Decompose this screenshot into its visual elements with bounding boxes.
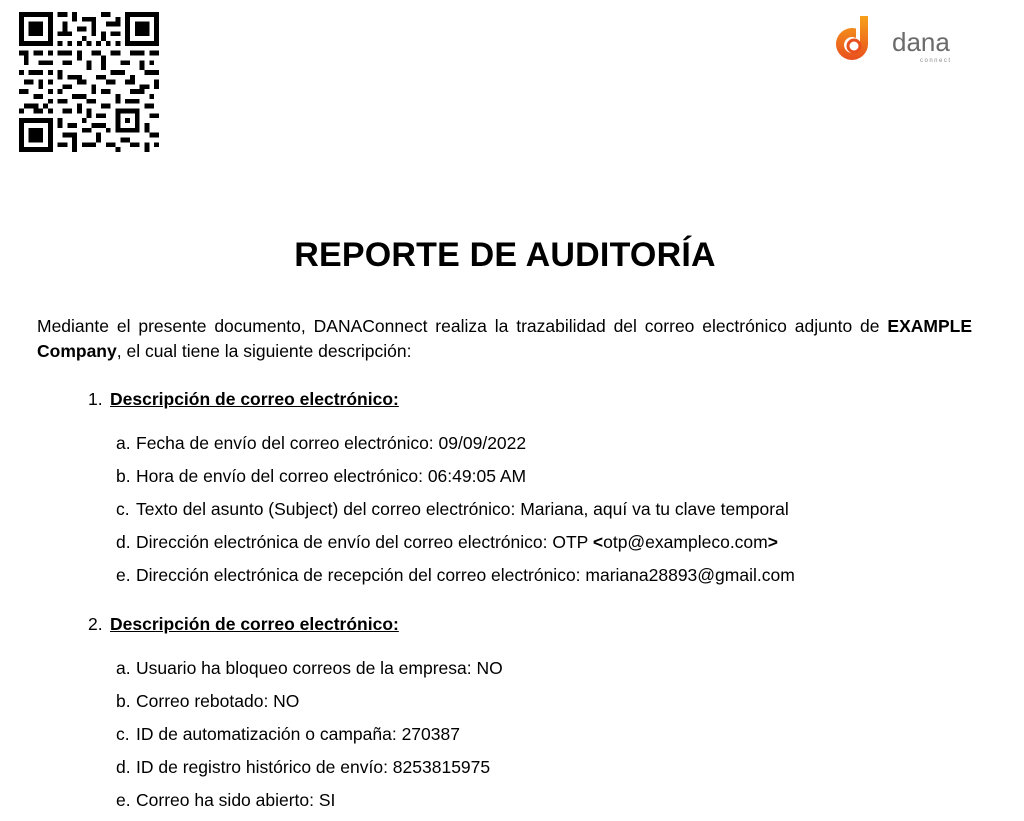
item-text: Correo rebotado: NO — [136, 691, 300, 711]
list-item — [116, 563, 795, 596]
item-text: Dirección electrónica de envío del correo electrónico: OTP — [136, 532, 593, 552]
section-heading — [88, 614, 503, 638]
section-number: 1. — [88, 389, 103, 409]
list-item — [116, 656, 503, 689]
item-text: Correo ha sido abierto: SI — [136, 790, 336, 810]
intro-prefix: Mediante el presente documento, DANAConnect realiza la trazabilidad del correo electrónico adjunto de — [37, 316, 888, 336]
intro-paragraph — [37, 314, 972, 364]
item-letter: a. — [116, 433, 131, 453]
list-item — [116, 464, 795, 497]
section-2 — [88, 614, 503, 821]
item-text: Usuario ha bloqueo correos de la empresa: NO — [136, 658, 503, 678]
item-text: Texto del asunto (Subject) del correo electrónico: Mariana, aquí va tu clave temporal — [136, 499, 789, 519]
sender-bracket-close: > — [767, 532, 778, 552]
item-letter: c. — [116, 724, 130, 744]
list-item — [116, 788, 503, 821]
section-title: Descripción de correo electrónico: — [110, 389, 399, 409]
list-item — [116, 497, 795, 530]
list-item — [116, 431, 795, 464]
section-title: Descripción de correo electrónico: — [110, 614, 399, 634]
item-letter: b. — [116, 691, 131, 711]
qr-code-icon — [19, 12, 159, 152]
section-items — [116, 656, 503, 821]
list-item — [116, 689, 503, 722]
list-item — [116, 755, 503, 788]
section-1 — [88, 389, 795, 596]
item-text: ID de automatización o campaña: 270387 — [136, 724, 460, 744]
item-letter: d. — [116, 757, 131, 777]
list-item — [116, 530, 795, 563]
item-text: Hora de envío del correo electrónico: 06:49:05 AM — [136, 466, 527, 486]
page-title: REPORTE DE AUDITORÍA — [294, 236, 716, 274]
dana-connect-logo — [834, 14, 979, 74]
intro-suffix: , el cual tiene la siguiente descripción: — [116, 341, 412, 361]
item-text: Dirección electrónica de recepción del correo electrónico: mariana28893@gmail.com — [136, 565, 795, 585]
section-items — [116, 431, 795, 596]
sender-bracket-open: < — [592, 532, 604, 552]
item-letter: e. — [116, 790, 131, 810]
logo-subword: connect — [920, 58, 952, 64]
item-letter: c. — [116, 499, 130, 519]
section-number: 2. — [88, 614, 103, 634]
section-heading — [88, 389, 795, 413]
item-letter: b. — [116, 466, 131, 486]
intro-company: EXAMPLE Company — [37, 316, 972, 361]
list-item — [116, 722, 503, 755]
item-letter: e. — [116, 565, 131, 585]
logo-wordmark: dana — [892, 27, 950, 57]
item-letter: a. — [116, 658, 131, 678]
item-text: ID de registro histórico de envío: 8253815975 — [136, 757, 491, 777]
sender-email: otp@exampleco.com — [603, 532, 768, 552]
item-text: Fecha de envío del correo electrónico: 09/09/2022 — [136, 433, 527, 453]
item-letter: d. — [116, 532, 131, 552]
